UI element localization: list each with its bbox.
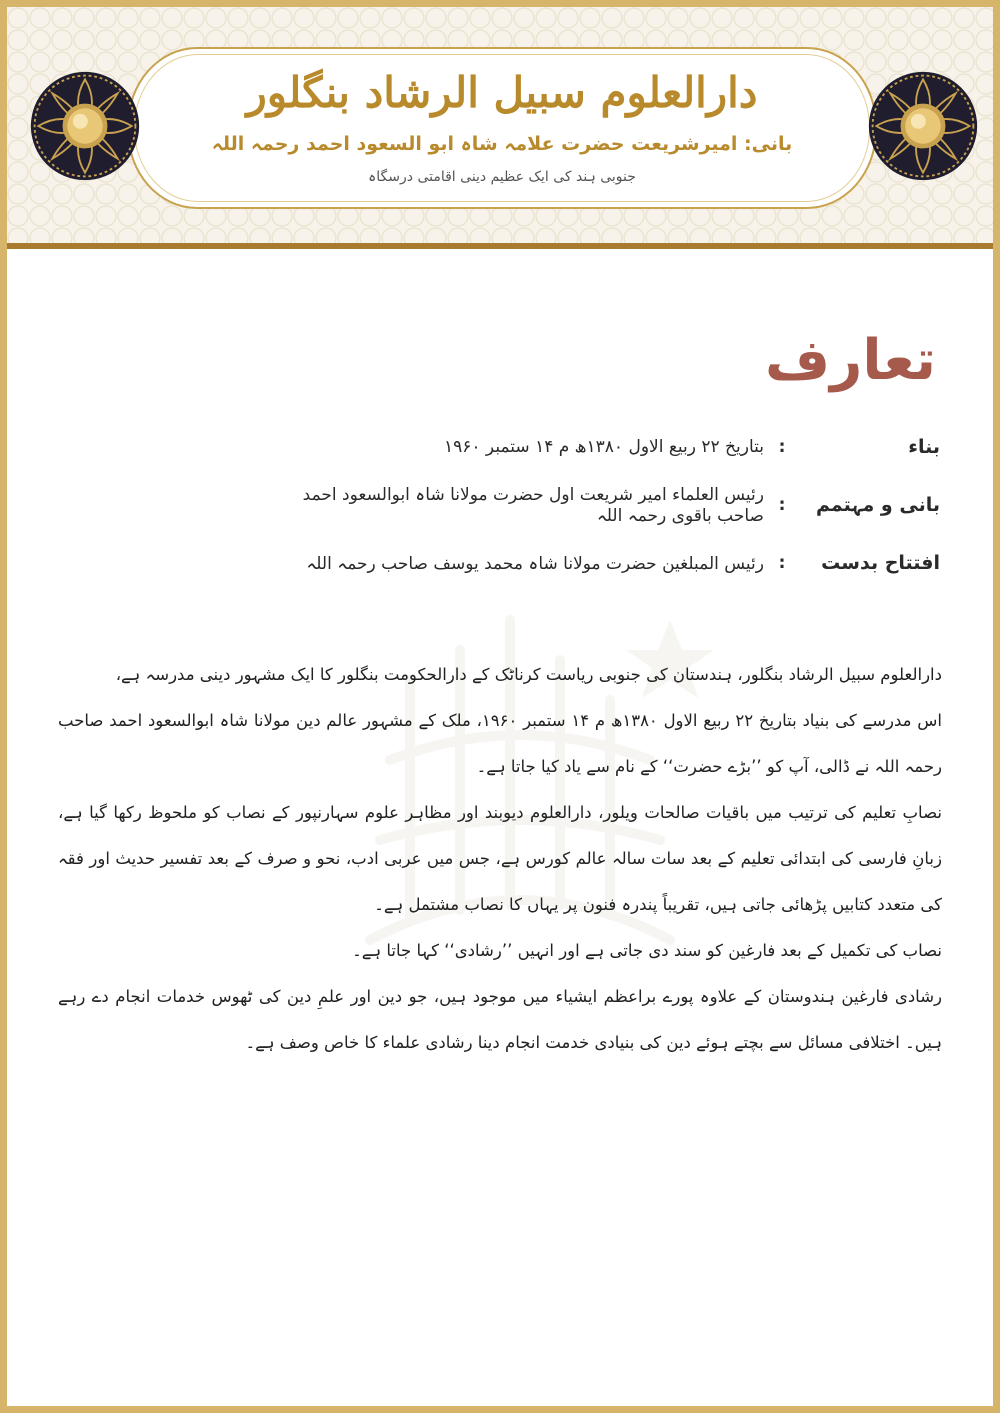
introduction-body [58,652,942,1066]
founder-line: بانی: امیرشریعت حضرت علامہ شاہ ابو السعود احمد رحمہ اللہ [211,133,793,155]
fact-label: بناء [908,436,940,458]
fact-separator: : [778,553,786,573]
fact-row-founder [300,476,940,534]
ornamental-medallion-icon [29,47,141,205]
fact-row-founded [300,418,940,476]
paragraph: دارالعلوم سبیل الرشاد بنگلور، ہندستان کی جنوبی ریاست کرناٹک کے دارالحکومت بنگلور کا ایک مشہور دینی مدرسہ ہے، [115,665,942,684]
fact-label: بانی و مہتمم [816,494,940,516]
fact-value: رئیس المبلغین حضرت مولانا شاہ محمد یوسف صاحب رحمہ اللہ [306,553,764,574]
paragraph: نصابِ تعلیم کی ترتیب میں باقیات صالحات ویلور، دارالعلوم دیوبند اور مظاہر علوم سہارنپور کے نصاب کو ملحوظ رکھا گیا ہے، زبانِ فارسی کی ابتدائی تعلیم کے بعد سات سالہ عالم کورس ہے، جس میں عربی ادب، نحو و صرف کے بعد تفسیر حدیث اور فقہ کی متعدد کتابیں پڑھائی جاتی ہیں، تقریباً پندرہ فنون پر یہاں کا نصاب مشتمل ہے۔ [58,803,942,914]
fact-value: بتاریخ ۲۲ ربیع الاول ۱۳۸۰ھ م ۱۴ ستمبر ۱۹۶۰ [444,437,764,457]
facts-list [300,418,940,592]
paragraph: رشادی فارغین ہندوستان کے علاوہ پورے براعظم ایشیاء میں موجود ہیں، جو دین اور علمِ دین کی ٹھوس خدمات انجام دے رہے ہیں۔ اختلافی مسائل سے بچتے ہوئے دین کی بنیادی خدمت انجام دینا رشادی علماء کا خاص وصف ہے۔ [58,987,942,1052]
institution-subtitle: جنوبی ہند کی ایک عظیم دینی اقامتی درسگاہ [368,169,636,185]
fact-value: رئیس العلماء امیر شریعت اول حضرت مولانا شاہ ابوالسعود احمد صاحب باقوی رحمہ اللہ [302,485,764,526]
fact-label: افتتاح بدست [821,552,940,574]
fact-row-inauguration [300,534,940,592]
fact-separator: : [778,437,786,457]
ornamental-medallion-icon [867,47,979,205]
header-banner [7,7,993,249]
section-heading: تعارف [765,328,936,393]
paragraph: نصاب کی تکمیل کے بعد فارغین کو سند دی جاتی ہے اور انہیں ’’رشادی‘‘ کہا جاتا ہے۔ [352,941,942,960]
institution-title: دارالعلوم سبیل الرشاد بنگلور [246,68,758,117]
paragraph: اس مدرسے کی بنیاد بتاریخ ۲۲ ربیع الاول ۱۳۸۰ھ م ۱۴ ستمبر ۱۹۶۰، ملک کے مشہور عالم دین مولانا شاہ ابوالسعود احمد صاحب رحمہ اللہ نے ڈالی، آپ کو ’’بڑے حضرت‘‘ کے نام سے یاد کیا جاتا ہے۔ [58,711,942,776]
fact-separator: : [778,495,786,515]
